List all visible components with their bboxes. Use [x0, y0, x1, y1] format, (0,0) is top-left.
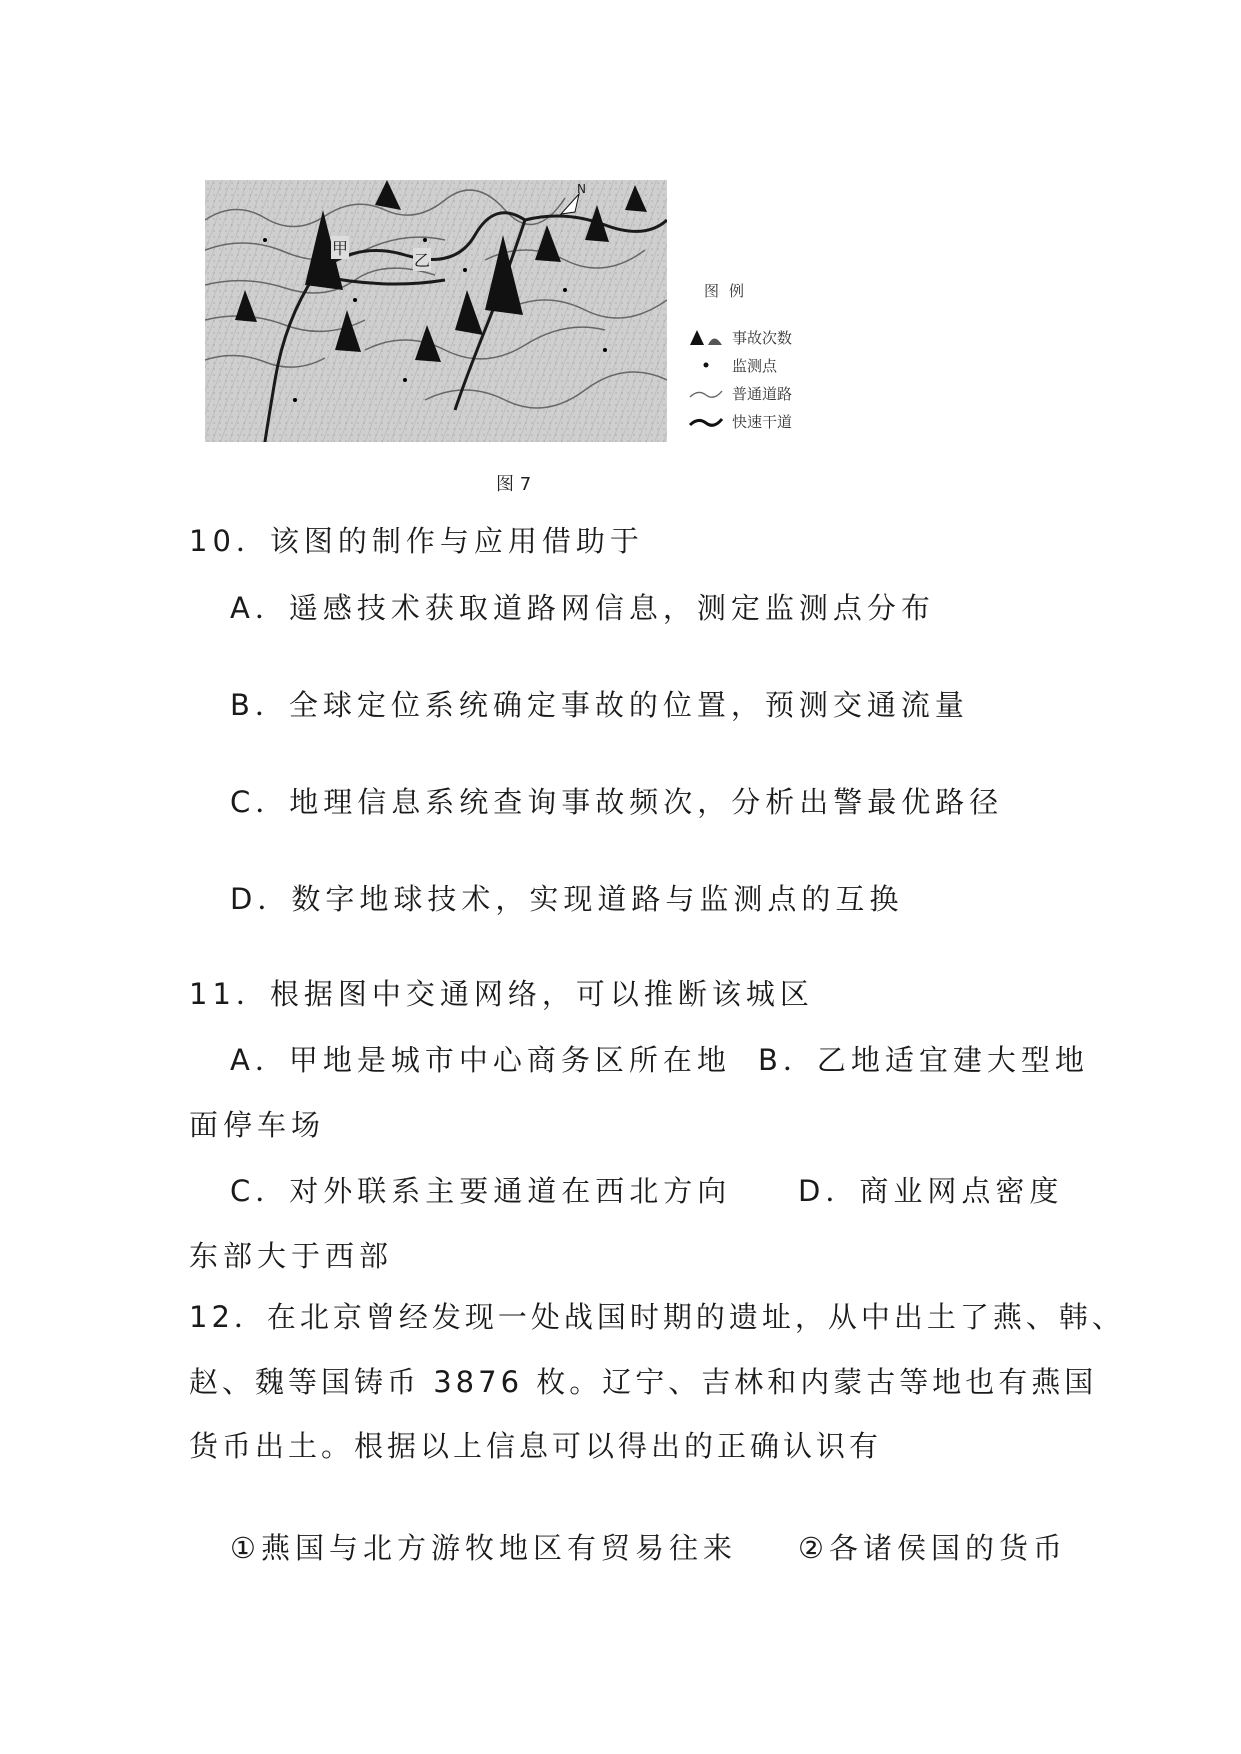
- legend-item-label: 监测点: [732, 356, 778, 375]
- question-12-item-2: ②各诸侯国的货币: [798, 1531, 1067, 1565]
- question-10-option-c: C．地理信息系统查询事故频次，分析出警最优路径: [230, 785, 1004, 819]
- question-11-option-d-cont: 东部大于西部: [189, 1239, 394, 1273]
- ordinary-road-icon: [680, 387, 732, 399]
- question-10-option-b: B．全球定位系统确定事故的位置，预测交通流量: [230, 688, 969, 722]
- legend-item-label: 普通道路: [732, 384, 793, 403]
- question-12-stem-line2: 赵、魏等国铸币 3876 枚。辽宁、吉林和内蒙古等地也有燕国: [189, 1365, 1098, 1399]
- map-legend: [680, 280, 830, 435]
- north-arrow-icon: N: [557, 188, 587, 218]
- question-10-option-d: D．数字地球技术，实现道路与监测点的互换: [230, 882, 904, 916]
- legend-item: [680, 407, 830, 435]
- question-11-option-a: A．甲地是城市中心商务区所在地: [230, 1043, 731, 1077]
- question-12-item-1: ①燕国与北方游牧地区有贸易往来: [230, 1531, 737, 1565]
- question-11-option-b: B．乙地适宜建大型地: [758, 1043, 1089, 1077]
- label-jia: 甲: [331, 236, 349, 259]
- label-yi: 乙: [413, 248, 431, 271]
- question-11-option-c: C．对外联系主要通道在西北方向: [230, 1174, 732, 1208]
- legend-title: 图例: [704, 282, 755, 300]
- question-12-stem-line1: 12．在北京曾经发现一处战国时期的遗址，从中出土了燕、韩、: [189, 1300, 1125, 1334]
- legend-item: [680, 323, 830, 351]
- legend-item: [680, 379, 830, 407]
- question-10-stem: 10．该图的制作与应用借助于: [189, 524, 644, 558]
- question-11-stem: 11．根据图中交通网络，可以推断该城区: [189, 977, 814, 1011]
- legend-item: [680, 351, 830, 379]
- question-10-option-a: A．遥感技术获取道路网信息，测定监测点分布: [230, 591, 935, 625]
- figure-7-map: [205, 180, 667, 442]
- question-12-stem-line3: 货币出土。根据以上信息可以得出的正确认识有: [189, 1429, 883, 1463]
- monitoring-point-icon: [680, 360, 732, 370]
- legend-item-label: 快速干道: [732, 412, 793, 431]
- accident-peak-icon: [680, 328, 732, 346]
- legend-item-label: 事故次数: [732, 328, 793, 347]
- figure-caption: 图 7: [496, 474, 532, 495]
- expressway-icon: [680, 415, 732, 427]
- question-11-option-d: D．商业网点密度: [798, 1174, 1064, 1208]
- question-11-option-b-cont: 面停车场: [189, 1108, 326, 1142]
